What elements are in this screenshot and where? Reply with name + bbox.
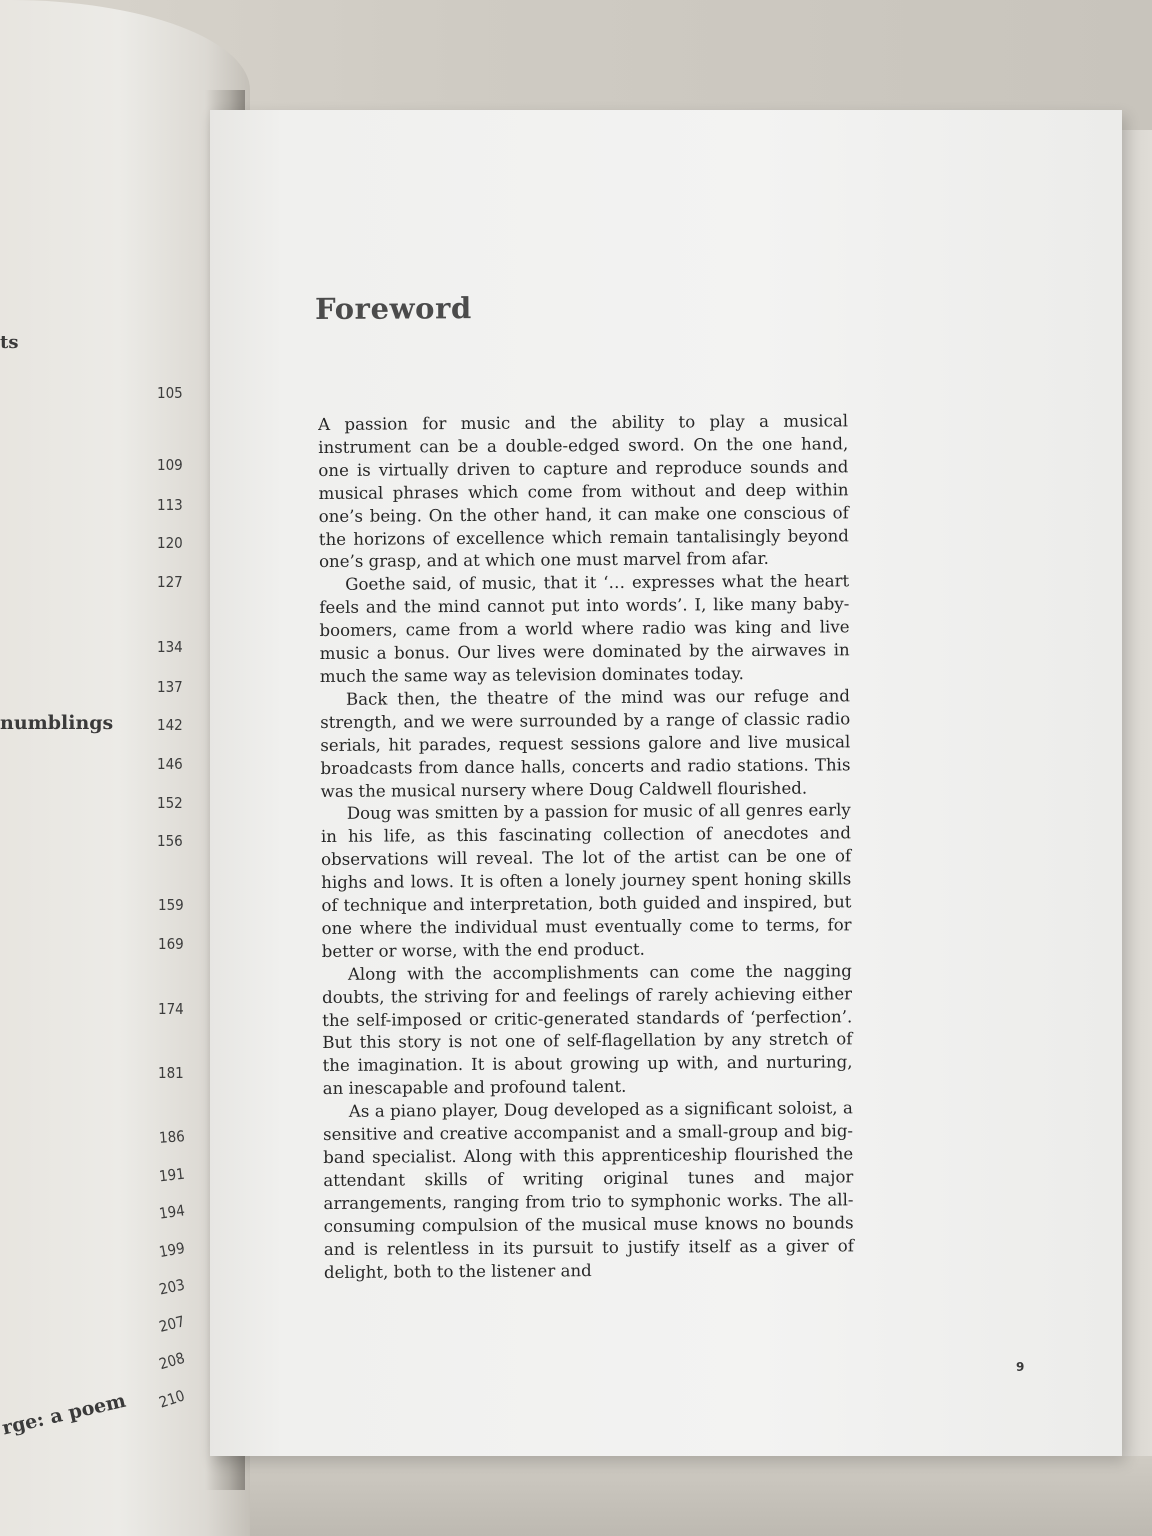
paragraph: Back then, the theatre of the mind was our refuge and strength, and we were surrounded by a range of classic radio serials, hit parades, request sessions galore and live musical broadcasts from dance halls, concerts and radio stations. This was the musical nursery where Doug Caldwell flourished. xyxy=(320,686,851,801)
contents-page-ref: 142 xyxy=(157,716,183,734)
page-number: 9 xyxy=(1016,1360,1025,1374)
contents-page-ref: 127 xyxy=(157,573,183,591)
contents-page-ref: 120 xyxy=(157,534,183,552)
book-edge-right xyxy=(1122,130,1152,1456)
contents-page-ref: 105 xyxy=(157,384,183,402)
contents-page-ref: 152 xyxy=(157,794,183,812)
contents-page-ref: 109 xyxy=(157,456,183,474)
contents-page-ref: 134 xyxy=(157,638,183,656)
contents-page-ref: 146 xyxy=(157,755,183,773)
contents-page-ref: 113 xyxy=(157,496,183,514)
paragraph: As a piano player, Doug developed as a significant soloist, a sensitive and creative accompanist and a small-group and big-band specialist. Along with this apprenticeship flourished the attendant skills of writing original tunes and major arrangements, ranging from trio to symphonic works. The all-consuming compulsion of the musical muse knows no bounds and is relentless in its pursuit to justify itself as a giver of delight, both to the listener and xyxy=(322,1098,854,1282)
contents-page-ref: 207 xyxy=(157,1312,187,1336)
contents-fragment-top: ts xyxy=(0,332,19,353)
foreword-body xyxy=(318,410,854,1284)
contents-page-ref: 137 xyxy=(157,678,183,696)
paragraph: Goethe said, of music, that it ‘… expresses what the heart feels and the mind cannot put into words’. I, like many baby-boomers, came from a world where radio was king and live music a bonus. Our lives were dominated by the airwaves in much the same way as television dominates today. xyxy=(319,571,850,686)
contents-fragment-bottom: rge: a poem xyxy=(0,1389,128,1440)
contents-page-ref: 203 xyxy=(157,1275,187,1299)
contents-page-ref: 191 xyxy=(158,1164,186,1186)
contents-page-ref: 186 xyxy=(158,1127,186,1147)
paragraph: A passion for music and the ability to play a musical instrument can be a double-edged sword. On the one hand, one is virtually driven to capture and reproduce sounds and musical phrases which come from without and deep within one’s being. On the other hand, it can make one conscious of the horizons of excellence which remain tantalisingly beyond one’s grasp, and at which one must marvel from afar. xyxy=(318,411,849,572)
contents-page-ref: 199 xyxy=(157,1238,187,1262)
contents-page-ref: 169 xyxy=(158,935,184,953)
paragraph: Along with the accomplishments can come the nagging doubts, the striving for and feelings of rarely achieving either the self-imposed or critic-generated standards of ‘perfection’. But this story is not one of self-flagellation by any stretch of the imagination. It is about growing up with, and nurturing, an inescapable and profound talent. xyxy=(322,961,853,1099)
contents-page-ref: 174 xyxy=(158,1000,184,1018)
contents-page-ref: 181 xyxy=(158,1064,184,1082)
page-title: Foreword xyxy=(315,291,472,326)
paragraph: Doug was smitten by a passion for music of all genres early in his life, as this fascinating collection of anecdotes and observations will reveal. The lot of the artist can be one of highs and lows. It is often a lonely journey spent honing skills of technique and interpretation, both guided and inspired, but one where the individual must eventually come to terms, for better or worse, with the end product. xyxy=(320,800,852,961)
contents-fragment-middle: numblings xyxy=(0,712,114,734)
contents-page-ref: 210 xyxy=(156,1386,187,1412)
contents-page-ref: 159 xyxy=(158,896,184,914)
contents-page-ref: 194 xyxy=(157,1201,186,1223)
contents-page-ref: 156 xyxy=(157,832,183,850)
contents-page-ref: 208 xyxy=(157,1348,187,1374)
